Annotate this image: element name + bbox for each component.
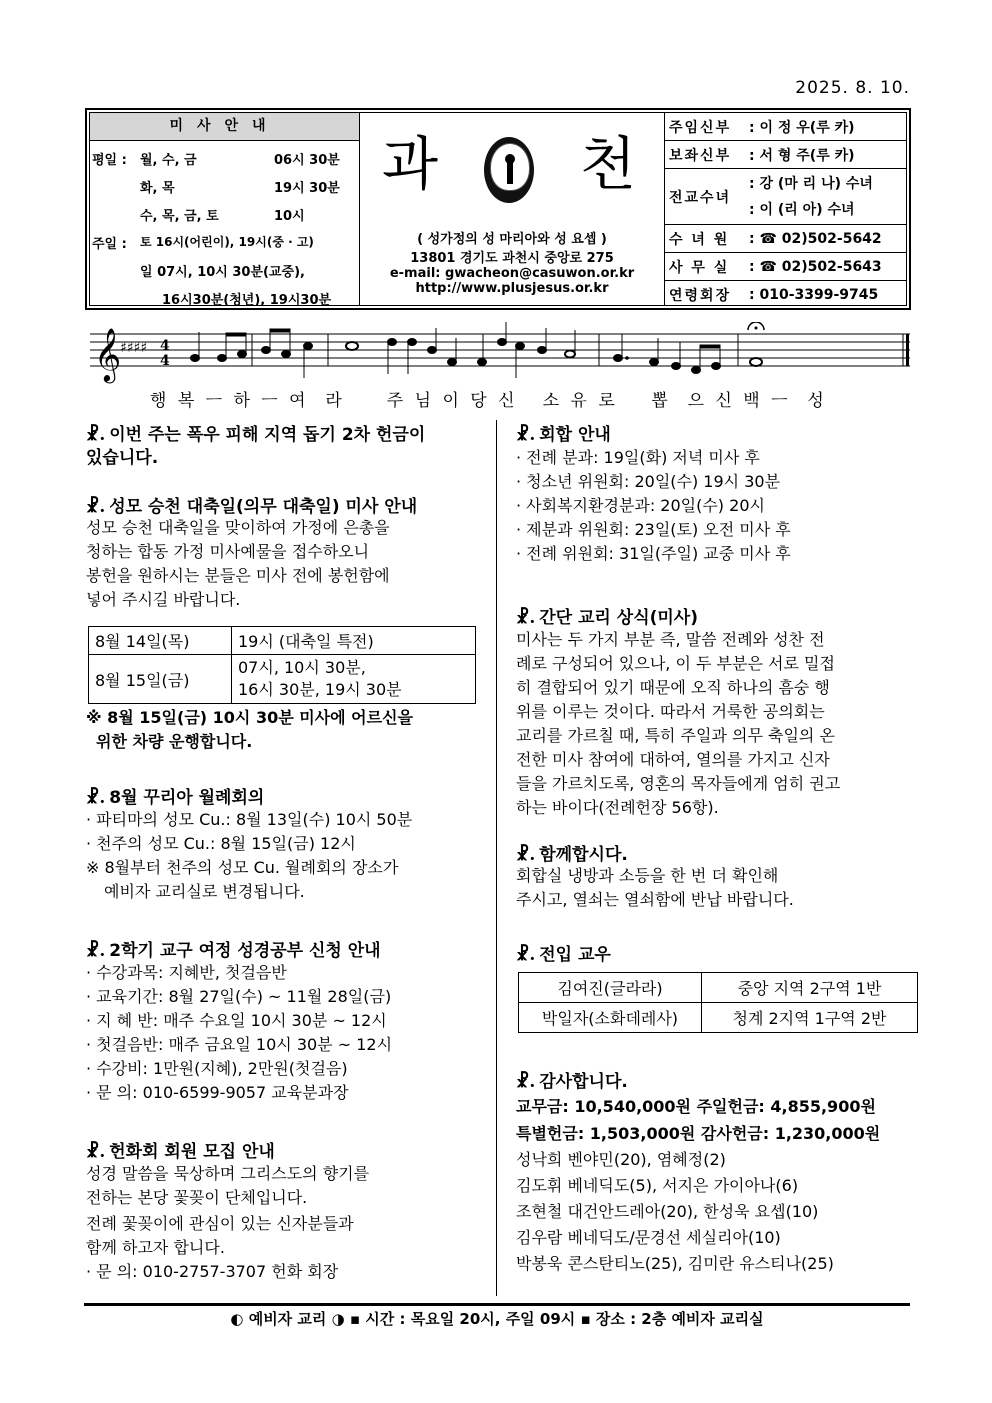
chi-rho-icon: ☧. [86, 425, 106, 445]
holy-family-emblem-icon [484, 137, 534, 203]
thanks-body [516, 1093, 880, 1277]
svg-text:4: 4 [160, 353, 170, 369]
staff-info-panel [665, 113, 906, 305]
bulletin-date: 2025. 8. 10. [795, 78, 910, 98]
body-line: 하는 바이다(전례헌장 56항). [516, 798, 719, 817]
mass-days: 월, 수, 금 [140, 153, 197, 168]
body-line: 주시고, 열쇠는 열쇠함에 반납 바랍니다. [516, 890, 794, 909]
offering-totals: 특별헌금: 1,503,000원 감사헌금: 1,230,000원 [516, 1124, 881, 1143]
new-members-table [518, 972, 918, 1033]
svg-text:4: 4 [160, 338, 170, 354]
chi-rho-icon: ☧. [516, 945, 536, 965]
mass-days: 화, 목 [140, 181, 175, 196]
parish-name-right: 천 [580, 130, 637, 198]
staff-label: 사 무 실 [669, 259, 730, 276]
time-line: 07시, 10시 30분, [238, 658, 366, 677]
body-line: 들을 가르치도록, 영혼의 목자들에게 엄히 권고 [516, 774, 841, 793]
mass-time: 06시 30분 [274, 153, 340, 168]
section-title-text: 성모 승천 대축일(의무 대축일) 미사 안내 [109, 497, 418, 517]
table-row [519, 973, 918, 1003]
body-line: · 전례 분과: 19일(화) 저녁 미사 후 [516, 448, 760, 467]
section-title-text: 회합 안내 [539, 425, 611, 445]
chi-rho-icon: ☧. [86, 497, 106, 517]
parish-title-panel [360, 113, 665, 305]
assumption-mass-table [88, 626, 476, 704]
staff-value: : 이 (리 아) 수녀 [749, 201, 855, 218]
donor-line: 김도휘 베네딕도(5), 서지은 가이아나(6) [516, 1176, 799, 1195]
section-title-meetings [516, 420, 611, 445]
section-title-assumption [86, 492, 417, 517]
staff-value: : ☎ 02)502-5642 [749, 230, 882, 247]
parish-address: 13801 경기도 과천시 중앙로 275 [410, 251, 614, 266]
sharps-icon: ♯♯♯♯ [120, 340, 148, 356]
donor-line: 성낙희 벤야민(20), 염혜정(2) [516, 1150, 726, 1169]
time-line: 16시 30분, 19시 30분 [238, 680, 402, 699]
staff-row [665, 225, 906, 253]
chi-rho-icon: ☧. [516, 608, 536, 628]
chi-rho-icon: ☧. [516, 1072, 536, 1092]
staff-row [665, 113, 906, 141]
body-line: · 교육기간: 8월 27일(수) ~ 11월 28일(금) [86, 987, 392, 1006]
mass-guide-title: 미사안내 [90, 113, 359, 141]
mass-days: 수, 목, 금, 토 [140, 209, 219, 224]
table-cell-time [232, 655, 476, 704]
table-cell-time: 19시 (대축일 특전) [232, 627, 476, 655]
section-title-flood-offering [86, 420, 425, 445]
section-title-text: 8월 꾸리아 월례회의 [109, 788, 265, 808]
parish-patron: ( 성가정의 성 마리아와 성 요셉 ) [417, 232, 607, 247]
chi-rho-icon: ☧. [516, 845, 536, 865]
body-line: · 수강비: 1만원(지혜), 2만원(첫걸음) [86, 1059, 348, 1078]
staff-label: 수 녀 원 [669, 231, 730, 248]
body-line: 전하는 본당 꽃꽂이 단체입니다. [86, 1188, 308, 1207]
assumption-note [86, 706, 413, 754]
mass-time: 10시 [274, 209, 305, 224]
chi-rho-icon: ☧. [86, 788, 106, 808]
donor-line: 박봉욱 콘스탄티노(25), 김미란 유스티나(25) [516, 1254, 834, 1273]
staff-row [665, 253, 906, 281]
staff-row [665, 169, 906, 225]
chi-rho-icon: ☧. [86, 941, 106, 961]
body-line: 전례 꽃꽂이에 관심이 있는 신자분들과 [86, 1214, 354, 1233]
table-cell-date: 8월 14일(목) [89, 627, 232, 655]
treble-clef-icon: 𝄞 [94, 327, 122, 381]
body-line: · 수강과목: 지혜반, 첫걸음반 [86, 963, 287, 982]
body-line: · 지 혜 반: 매주 수요일 10시 30분 ~ 12시 [86, 1011, 387, 1030]
table-row [519, 1003, 918, 1033]
staff-row [665, 281, 906, 309]
section-title-text: 이번 주는 폭우 피해 지역 돕기 2차 헌금이 [109, 425, 426, 445]
section-title-text: 헌화회 회원 모집 안내 [109, 1142, 275, 1162]
footer-divider [84, 1303, 910, 1306]
section-title-curia [86, 783, 264, 808]
body-line: 위를 이루는 것이다. 따라서 거룩한 공의회는 [516, 702, 825, 721]
staff-label: 주임신부 [669, 119, 732, 136]
offering-totals: 교무금: 10,540,000원 주일헌금: 4,855,900원 [516, 1097, 876, 1116]
table-cell-date: 8월 15일(금) [89, 655, 232, 704]
section-title-new-members [516, 940, 611, 965]
mass-time: 19시 30분 [274, 181, 340, 196]
body-line: 성경 말씀을 묵상하며 그리스도의 향기를 [86, 1164, 370, 1183]
member-area: 청계 2지역 1구역 2반 [702, 1003, 918, 1033]
body-line: 전한 미사 참여에 대하여, 열의를 가지고 신자 [516, 750, 830, 769]
mass-days: 토 16시(어린이), 19시(중 · 고) [140, 235, 314, 249]
mass-sunday-label: 주일 : [92, 237, 127, 252]
staff-value: : ☎ 02)502-5643 [749, 258, 882, 275]
donor-line: 조현철 대건안드레아(20), 한성욱 요셉(10) [516, 1202, 819, 1221]
section-title-text: 감사합니다. [539, 1072, 628, 1092]
body-line: 히 결합되어 있기 때문에 오직 하나의 흠숭 행 [516, 678, 830, 697]
staff-value: : 서 형 주(루 카) [749, 147, 855, 164]
donor-line: 김우람 베네딕도/문경선 세실리아(10) [516, 1228, 781, 1247]
parish-name-left: 과 [382, 130, 439, 198]
bulletin-header [85, 108, 911, 310]
body-line: · 전례 위원회: 31일(주일) 교중 미사 후 [516, 544, 791, 563]
body-line: · 첫걸음반: 매주 금요일 10시 30분 ~ 12시 [86, 1035, 393, 1054]
section-title-together [516, 840, 628, 865]
parish-website[interactable]: http://www.plusjesus.or.kr [415, 281, 609, 296]
meetings-body [516, 446, 791, 566]
together-body [516, 864, 794, 912]
section-title-catechism [516, 603, 698, 628]
staff-value: : 이 정 우(루 카) [749, 119, 855, 136]
parish-email[interactable]: e-mail: gwacheon@casuwon.or.kr [389, 266, 635, 281]
section-title-flower-club [86, 1137, 275, 1162]
table-row [89, 627, 476, 655]
hymn-lyrics: 행 복 ㅡ 하 ㅡ 여 라 주 님 이 당 신 소 유 로 뽑 으 신 백 ㅡ 성 [150, 391, 827, 411]
body-line: · 문 의: 010-2757-3707 헌화 회장 [86, 1262, 339, 1281]
section-title-flood-offering-line2: 있습니다. [86, 448, 159, 468]
section-title-bible-study [86, 936, 381, 961]
staff-value: : 010-3399-9745 [749, 287, 879, 303]
body-line: 봉헌을 원하시는 분들은 미사 전에 봉헌함에 [86, 566, 390, 585]
catechism-body [516, 628, 840, 820]
body-line: 넣어 주시길 바랍니다. [86, 590, 241, 609]
body-line: · 청소년 위원회: 20일(수) 19시 30분 [516, 472, 781, 491]
bible-study-body [86, 961, 392, 1105]
body-line: ※ 8월부터 천주의 성모 Cu. 월례회의 장소가 [86, 858, 399, 877]
table-row [89, 655, 476, 704]
note-line: 위한 차량 운행합니다. [96, 732, 253, 751]
body-line: 예비자 교리실로 변경됩니다. [104, 882, 305, 901]
chi-rho-icon: ☧. [516, 425, 536, 445]
member-area: 중앙 지역 2구역 1반 [702, 973, 918, 1003]
body-line: · 제분과 위원회: 23일(토) 오전 미사 후 [516, 520, 791, 539]
mass-weekday-label: 평일 : [92, 153, 127, 168]
section-title-text: 2학기 교구 여정 성경공부 신청 안내 [109, 941, 381, 961]
body-line: 례로 구성되어 있으나, 이 두 부분은 서로 밀접 [516, 654, 835, 673]
staff-label: 보좌신부 [669, 147, 732, 164]
body-line: · 천주의 성모 Cu.: 8월 15일(금) 12시 [86, 834, 356, 853]
mass-days: 일 07시, 10시 30분(교중), [140, 265, 305, 280]
staff-label: 연령회장 [669, 288, 732, 304]
member-name: 박일자(소화데레사) [519, 1003, 702, 1033]
catechumen-class-footer: ◐ 예비자 교리 ◑ ▪ 시간 : 목요일 20시, 주일 09시 ▪ 장소 : 2층 예비자 교리실 [230, 1310, 764, 1328]
column-divider [496, 420, 497, 1296]
mass-days: 16시30분(청년), 19시30분 [162, 293, 332, 308]
note-line: ※ 8월 15일(금) 10시 30분 미사에 어르신을 [86, 708, 414, 727]
flower-club-body [86, 1162, 369, 1284]
member-name: 김여진(글라라) [519, 973, 702, 1003]
body-line: 회합실 냉방과 소등을 한 번 더 확인해 [516, 866, 779, 885]
chi-rho-icon: ☧. [86, 1142, 106, 1162]
body-line: 성모 승천 대축일을 맞이하여 가정에 은총을 [86, 518, 390, 537]
staff-label: 전교수녀 [669, 189, 732, 206]
assumption-body [86, 516, 390, 612]
curia-body [86, 808, 412, 904]
body-line: · 문 의: 010-6599-9057 교육분과장 [86, 1083, 349, 1102]
section-title-text: 전입 교우 [539, 945, 611, 965]
body-line: 미사는 두 가지 부분 즉, 말씀 전례와 성찬 전 [516, 630, 825, 649]
section-title-text: 함께합시다. [539, 845, 628, 865]
section-title-text: 간단 교리 상식(미사) [539, 608, 699, 628]
staff-row [665, 141, 906, 169]
body-line: 함께 하고자 합니다. [86, 1238, 225, 1257]
body-line: 청하는 합동 가정 미사예물을 접수하오니 [86, 542, 370, 561]
staff-value: : 강 (마 리 나) 수녀 [749, 175, 873, 192]
body-line: · 사회복지환경분과: 20일(수) 20시 [516, 496, 765, 515]
body-line: · 파티마의 성모 Cu.: 8월 13일(수) 10시 50분 [86, 810, 413, 829]
body-line: 교리를 가르칠 때, 특히 주일과 의무 축일의 온 [516, 726, 835, 745]
mass-guide-panel [90, 113, 360, 308]
section-title-thanks [516, 1067, 628, 1092]
